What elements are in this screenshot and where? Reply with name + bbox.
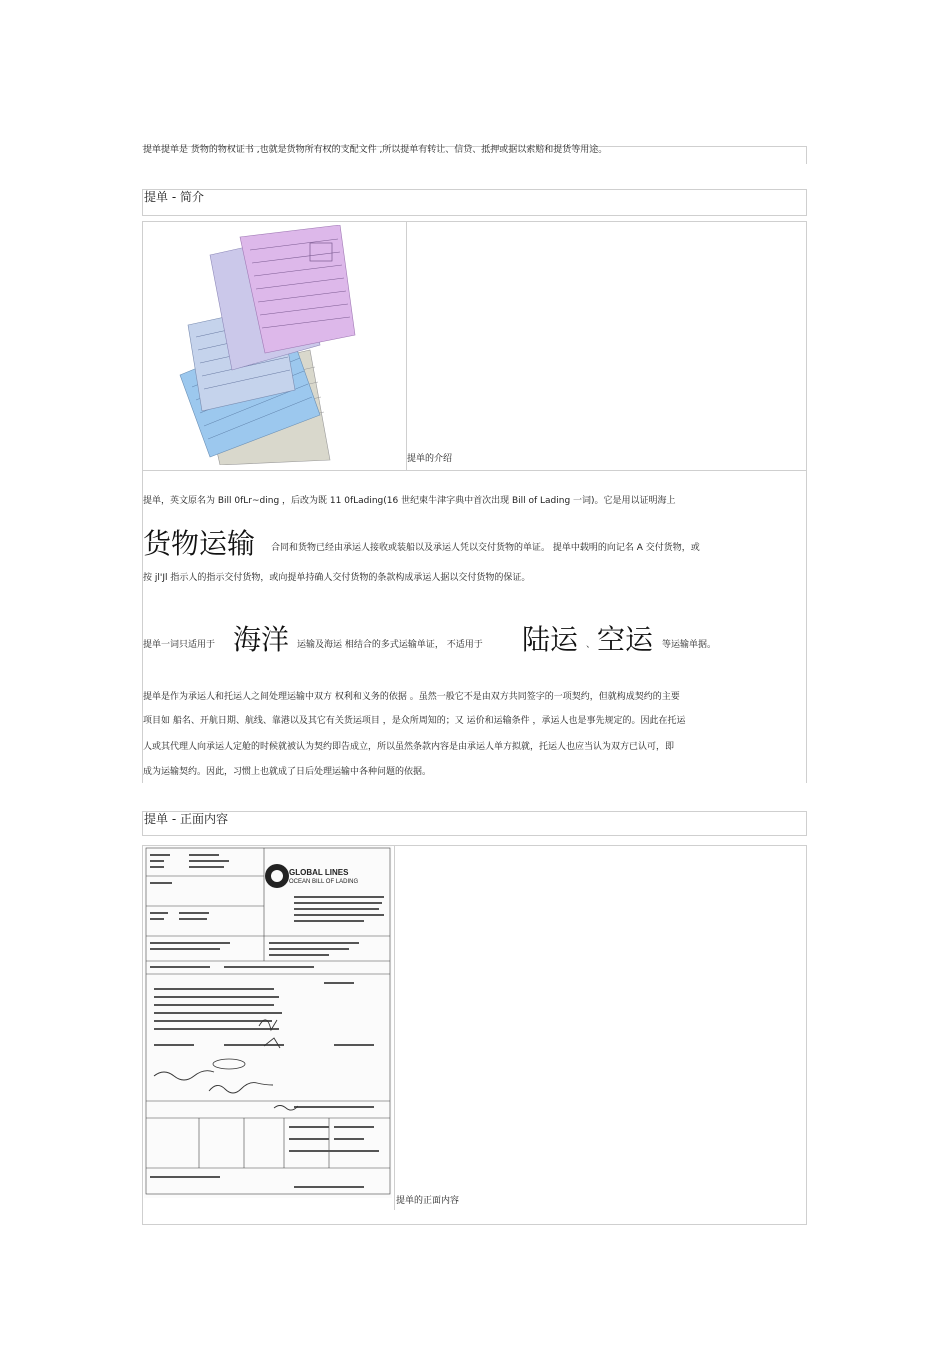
para2-big-land: 陆运	[522, 623, 579, 656]
bill-front-scan	[144, 846, 392, 1198]
para1-big-word: 货物运输	[143, 527, 256, 560]
bill-brand: GLOBAL LINES	[289, 868, 349, 877]
section-title-front: 提单 - 正面内容	[144, 812, 228, 826]
section-header-front	[142, 811, 807, 836]
para2-tail: 等运输单据。	[662, 640, 717, 650]
bill-doc-title: OCEAN BILL OF LADING	[289, 879, 359, 885]
para2-mid: 运输及海运 相结合的多式运输单证， 不适用于	[297, 640, 483, 650]
para3-line2: 项目如 船名、开航日期、航线、靠港以及其它有关货运项目 ，是众所周知的；又 运价和运输条件 ，承运人也是事先规定的。因此在托运	[143, 716, 686, 726]
section-title-intro: 提单 - 简介	[144, 190, 204, 204]
para3-line4: 成为运输契约。因此，习惯上也就成了日后处理运输中各种问题的依据。	[143, 767, 432, 777]
para2-lead: 提单一词只适用于	[143, 640, 216, 650]
intro-line: 提单提单是 货物的物权证书 ,也就是货物所有权的支配文件 ,所以提单有转让、信贷、抵押或据以索赔和提货等用途。	[143, 145, 608, 155]
para1-line3: 按 jl'Jl 指示人的指示交付货物，或向提单持确人交付货物的条款构成承运人据以交付货物的保证。	[143, 573, 531, 583]
para2-big-air: 空运	[597, 623, 654, 656]
intro-image-caption: 提单的介绍	[407, 454, 453, 464]
front-image-caption: 提单的正面内容	[396, 1196, 460, 1206]
bill-stack-image	[170, 225, 370, 465]
section-header-intro	[142, 189, 807, 216]
para2-big-ocean: 海洋	[233, 623, 290, 656]
para3-line1: 提单是作为承运人和托运人之间处理运输中双方 权利和义务的依据 。虽然一般它不是由双方共同签字的一项契约，但就构成契约的主要	[143, 692, 680, 702]
para2-sep: 、	[586, 640, 596, 650]
para1-line2: 合同和货物已经由承运人接收或装船以及承运人凭以交付货物的单证。 提单中载明的向记名 A 交付货物，或	[271, 543, 700, 553]
para1-line1: 提单，英文原名为 Bill 0fLr~ding ，后改为既 11 0fLading(16 世纪柬牛津字典中首次出现 Bill of Lading 一词)。它是用以证明海上	[143, 496, 676, 506]
para3-line3: 人或其代理人向承运人定舱的时候就被认为契约即告成立，所以虽然条款内容是由承运人单方拟就，托运人也应当认为双方已认可，即	[143, 742, 675, 752]
